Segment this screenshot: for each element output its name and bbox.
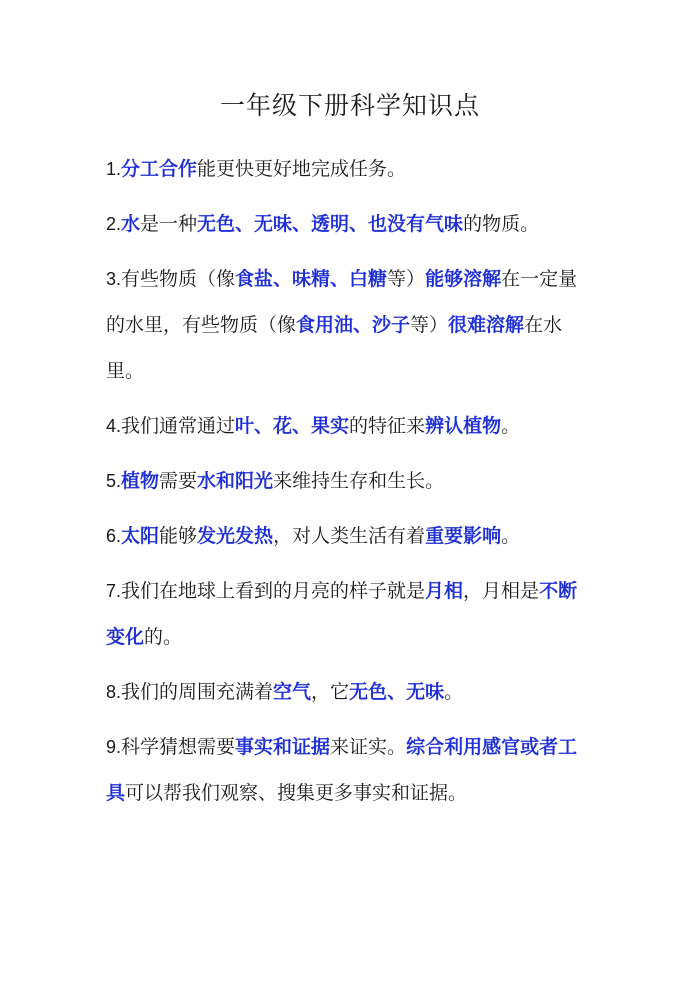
item-number: 5. — [106, 471, 122, 491]
knowledge-point-9 — [106, 724, 596, 816]
highlighted-term: 不断变化 — [106, 580, 578, 648]
highlighted-term: 分工合作 — [121, 158, 198, 180]
highlighted-term: 水和阳光 — [197, 470, 274, 492]
body-text: 能更快更好地完成任务。 — [197, 158, 407, 180]
item-number: 4. — [106, 416, 122, 436]
item-number: 1. — [106, 159, 122, 179]
highlighted-term: 辨认植物 — [425, 415, 502, 437]
highlighted-term: 无色、无味、透明、也没有气味 — [197, 213, 464, 235]
knowledge-point-7 — [106, 568, 596, 660]
body-text: ，它 — [311, 681, 350, 703]
body-text: 我们在地球上看到的月亮的样子就是 — [121, 580, 426, 602]
item-number: 7. — [106, 581, 122, 601]
body-text: 来维持生存和生长。 — [273, 470, 445, 492]
item-number: 9. — [106, 737, 122, 757]
body-text: 在一定量的水里，有些物质（像 — [106, 268, 578, 336]
body-text: 。 — [444, 681, 464, 703]
body-text: 。 — [501, 525, 521, 547]
highlighted-term: 叶、花、果实 — [235, 415, 350, 437]
body-text: 能够 — [159, 525, 198, 547]
highlighted-term: 事实和证据 — [235, 736, 331, 758]
body-text: 在水里。 — [106, 314, 563, 382]
knowledge-point-8 — [106, 669, 596, 715]
highlighted-term: 水 — [121, 213, 141, 235]
body-text: 有些物质（像 — [121, 268, 236, 290]
knowledge-point-5 — [106, 458, 596, 504]
highlighted-term: 月相 — [425, 580, 464, 602]
body-text: 可以帮我们观察、搜集更多事实和证据。 — [125, 782, 468, 804]
highlighted-term: 无色、无味 — [349, 681, 445, 703]
page-title: 一年级下册科学知识点 — [219, 91, 480, 120]
highlighted-term: 发光发热 — [197, 525, 274, 547]
body-text: 等） — [410, 314, 449, 336]
body-text: ，月相是 — [463, 580, 540, 602]
item-number: 3. — [106, 269, 122, 289]
body-text: 的特征来 — [349, 415, 426, 437]
body-text: ，对人类生活有着 — [273, 525, 426, 547]
highlighted-term: 食用油、沙子 — [296, 314, 411, 336]
highlighted-term: 很难溶解 — [448, 314, 525, 336]
body-text: 等） — [387, 268, 426, 290]
knowledge-point-6 — [106, 513, 596, 559]
body-text: 是一种 — [140, 213, 198, 235]
highlighted-term: 能够溶解 — [425, 268, 502, 290]
knowledge-point-1 — [106, 146, 596, 192]
body-text: 。 — [501, 415, 521, 437]
body-text: 我们通常通过 — [121, 415, 236, 437]
highlighted-term: 太阳 — [121, 525, 160, 547]
body-text: 科学猜想需要 — [121, 736, 236, 758]
body-text: 的物质。 — [463, 213, 540, 235]
knowledge-point-2 — [106, 201, 596, 247]
item-number: 6. — [106, 526, 122, 546]
knowledge-point-list — [106, 146, 596, 825]
body-text: 需要 — [159, 470, 198, 492]
body-text: 我们的周围充满着 — [121, 681, 274, 703]
highlighted-term: 植物 — [121, 470, 160, 492]
body-text: 的。 — [144, 626, 183, 648]
highlighted-term: 重要影响 — [425, 525, 502, 547]
highlighted-term: 空气 — [273, 681, 312, 703]
highlighted-term: 食盐、味精、白糖 — [235, 268, 388, 290]
highlighted-term: 综合利用感官或者工具 — [106, 736, 578, 804]
item-number: 2. — [106, 214, 122, 234]
knowledge-point-3 — [106, 256, 596, 394]
body-text: 来证实。 — [330, 736, 407, 758]
item-number: 8. — [106, 682, 122, 702]
knowledge-point-4 — [106, 403, 596, 449]
